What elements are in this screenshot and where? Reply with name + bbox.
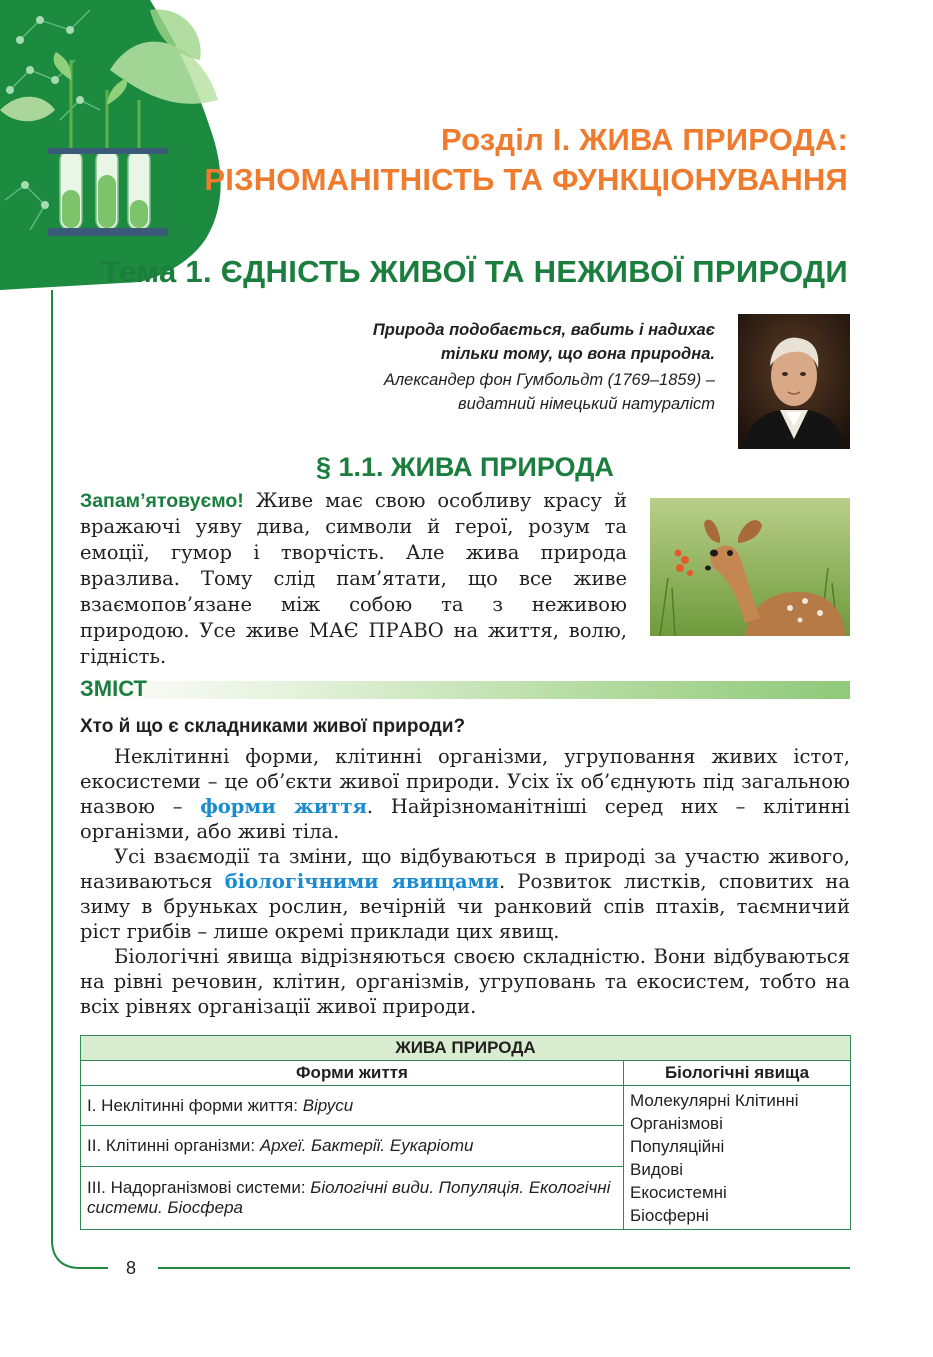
phenomenon-item: Популяційні <box>630 1137 725 1156</box>
form-1-label: І. Неклітинні форми життя: <box>87 1095 303 1115</box>
body-text <box>80 744 850 1019</box>
table-row-form-1 <box>81 1086 624 1126</box>
form-2-examples: Археї. Бактерії. Еукаріоти <box>259 1136 474 1156</box>
epigraph-author-line-1: Александер фон Гумбольдт (1769–1859) – <box>383 371 715 389</box>
table-phenomena-list <box>624 1086 851 1230</box>
phenomenon-item: Екосистемні <box>630 1183 727 1202</box>
paragraph-1-text: Неклітинні форми, клітинні організми, угруповання живих істот, екосистеми – це об’єкти живої природи. Усіх їх об’єднують під загальною назвою – <box>80 745 850 818</box>
phenomenon-item: Організмові <box>630 1114 723 1133</box>
paragraph-2-text-end: . Розвиток листків, сповитих на зиму в бруньках рослин, вечірній чи ранковий спів птахів, таємничий ріст грибів – лише окремі приклади цих явищ. <box>80 870 850 943</box>
paragraph-1-text-end: . Найрізноманітніші серед них – клітинні організми, або живі тіла. <box>80 795 850 843</box>
section-title-line-2: РІЗНОМАНІТНІСТЬ ТА ФУНКЦІОНУВАННЯ <box>204 162 848 197</box>
epigraph-line-2: тільки тому, що вона природна. <box>440 345 715 363</box>
content-heading-bar <box>80 681 850 699</box>
paragraph-3-text: Біологічні явища відрізняються своєю складністю. Вони відбуваються на рівні речовин, клітин, організмів, угруповань та екосистем, тобто на всіх рівнях організації живої природи. <box>80 945 850 1018</box>
humboldt-portrait-image <box>738 314 850 449</box>
epigraph-author-line-2: видатний німецький натураліст <box>458 395 715 413</box>
form-1-examples: Віруси <box>302 1095 354 1115</box>
body-paragraph-2 <box>80 844 850 944</box>
form-3-examples: Біологічні види. Популяція. Екологічні системи. Біосфера <box>87 1177 611 1217</box>
epigraph-line-1: Природа подобається, вабить і надихає <box>372 321 715 339</box>
paragraph-2-text: Усі взаємодії та зміни, що відбуваються в природі за участю живого, називаються <box>80 845 850 893</box>
body-paragraph-3 <box>80 944 850 1019</box>
term-life-forms: форми життя <box>200 795 367 818</box>
content-heading: ЗМІСТ <box>80 676 147 701</box>
remember-block <box>80 488 627 670</box>
form-2-label: ІІ. Клітинні організми: <box>87 1136 260 1156</box>
remember-lead: Запам’ятовуємо! <box>80 490 244 512</box>
table-row-form-3 <box>81 1166 624 1229</box>
deer-fawn-image <box>650 498 850 636</box>
epigraph-text <box>275 318 715 366</box>
table-header-phenomena: Біологічні явища <box>624 1061 851 1086</box>
remember-text: Живе має свою особливу красу й вражаючі уяву дива, символи й герої, розум та емоції, гумор і творчість. Але жива природа вразлива. Тому слід пам’ятати, що все живе взаємопов’язане між собою та з неживою природою. Усе живе МАЄ ПРАВО на життя, волю, гідність. <box>80 489 627 668</box>
section-title <box>204 120 848 200</box>
table-row-form-2 <box>81 1126 624 1166</box>
topic-title: Тема 1. ЄДНІСТЬ ЖИВОЇ ТА НЕЖИВОЇ ПРИРОДИ <box>101 254 848 289</box>
living-nature-table <box>80 1035 851 1230</box>
form-3-label: ІІІ. Надорганізмові системи: <box>87 1177 311 1197</box>
body-paragraph-1 <box>80 744 850 844</box>
page-number: 8 <box>126 1258 137 1278</box>
phenomenon-item: Видові <box>630 1160 684 1179</box>
table-title: ЖИВА ПРИРОДА <box>81 1036 851 1061</box>
question-heading: Хто й що є складниками живої природи? <box>80 716 466 737</box>
epigraph <box>275 318 715 416</box>
paragraph-title: § 1.1. ЖИВА ПРИРОДА <box>316 452 614 482</box>
epigraph-author <box>275 368 715 416</box>
phenomenon-item: Молекулярні Клітинні <box>630 1091 799 1110</box>
table-header-forms: Форми життя <box>81 1061 624 1086</box>
section-title-line-1: Розділ І. ЖИВА ПРИРОДА: <box>440 122 848 157</box>
term-biological-phenomena: біологічними явищами <box>224 870 499 893</box>
phenomenon-item: Біосферні <box>630 1206 709 1225</box>
